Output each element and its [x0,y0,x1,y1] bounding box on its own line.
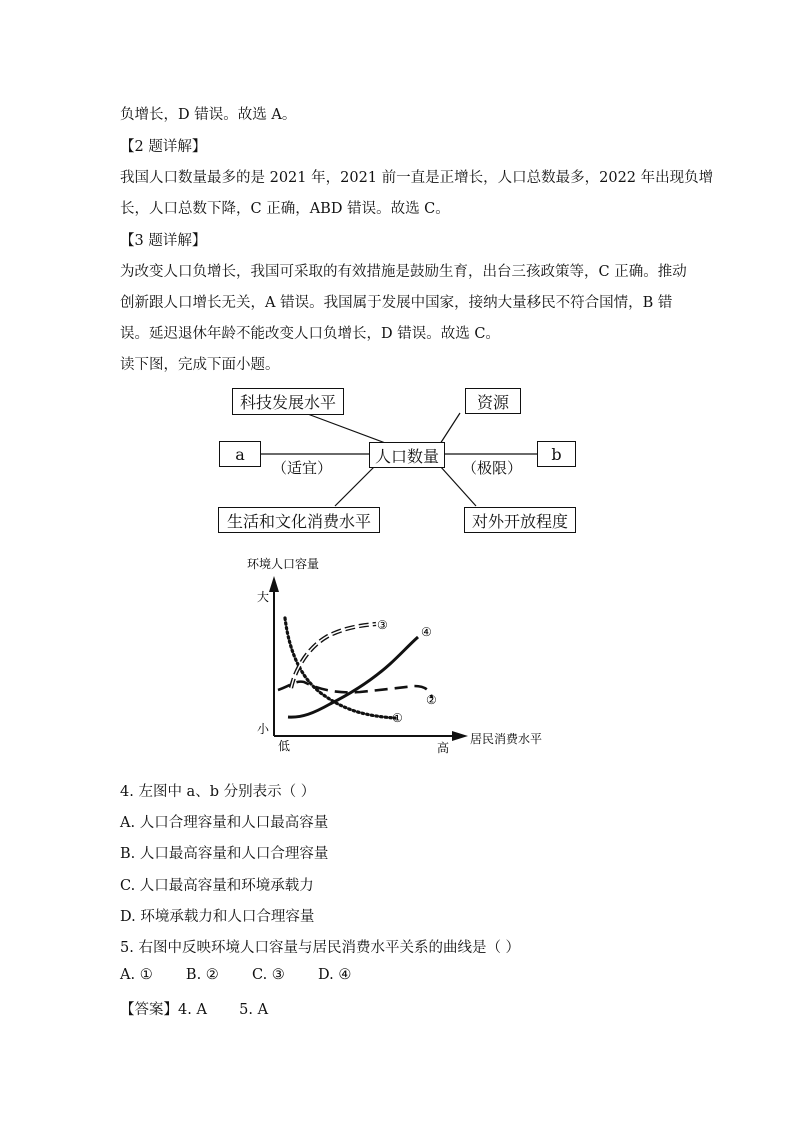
x-axis-arrow [452,731,468,741]
box-b: b [537,441,576,467]
question-4-option-d: D. 环境承载力和人口合理容量 [120,909,315,925]
question-4-stem: 4. 左图中 a、b 分别表示（ ） [120,784,316,800]
box-population: 人口数量 [369,442,445,468]
text-line-6: 为改变人口负增长，我国可采取的有效措施是鼓励生育，出台三孩政策等，C 正确。推动 [120,264,687,280]
text-line-7: 创新跟人口增长无关，A 错误。我国属于发展中国家，接纳大量移民不符合国情，B 错 [120,295,673,311]
text-line-8: 误。延迟退休年龄不能改变人口负增长，D 错误。故选 C。 [120,326,500,342]
curve-2-label: ② [426,693,437,707]
box-tech-level: 科技发展水平 [232,388,344,415]
box-a: a [219,441,261,467]
y-axis-high-label: 大 [257,590,270,604]
curve-3-label: ③ [377,618,388,632]
text-line-3: 我国人口数量最多的是 2021 年，2021 前一直是正增长，人口总数最多，2022 年出现负增 [120,170,714,186]
diagram-connectors [0,0,794,560]
section-heading-2: 【2 题详解】 [120,139,207,155]
question-5-option-c: C. ③ [252,967,285,983]
question-5-option-b: B. ② [185,967,219,983]
answer-text: 4. A 5. A [178,1002,269,1018]
connector-top-left [305,413,388,444]
y-axis-arrow [269,576,279,592]
x-axis-high-label: 高 [437,741,450,755]
box-consumption-level: 生活和文化消费水平 [218,507,380,533]
answer-tag: 【答案】 [120,1002,178,1018]
x-axis-title: 居民消费水平 [470,732,543,746]
capacity-chart [230,548,560,763]
curve-4 [288,637,418,717]
y-axis-title: 环境人口容量 [247,557,320,571]
question-5-stem: 5. 右图中反映环境人口容量与居民消费水平关系的曲线是（ ） [120,940,521,956]
box-openness: 对外开放程度 [464,507,576,533]
question-5-option-a: A. ① [120,967,153,983]
connector-top-right [440,413,460,444]
question-4-option-b: B. 人口最高容量和人口合理容量 [120,846,329,862]
answer-line [120,998,268,1019]
y-axis-low-label: 小 [257,722,270,736]
read-figure-prompt: 读下图，完成下面小题。 [120,357,280,373]
label-suitable: （适宜） [272,459,333,477]
text-line-4: 长，人口总数下降，C 正确，ABD 错误。故选 C。 [120,201,450,217]
text-line-1: 负增长，D 错误。故选 A。 [120,107,297,123]
question-5-option-d: D. ④ [318,967,352,983]
question-5-options [120,967,351,983]
curve-4-label: ④ [421,625,432,639]
x-axis-low-label: 低 [278,739,291,753]
label-limit: （极限） [462,459,523,477]
question-4-option-c: C. 人口最高容量和环境承载力 [120,878,314,894]
section-heading-3: 【3 题详解】 [120,233,207,249]
question-4-option-a: A. 人口合理容量和人口最高容量 [120,815,329,831]
box-resources: 资源 [465,388,521,414]
connector-bottom-left [335,466,375,506]
curve-1-label: ① [392,711,403,725]
